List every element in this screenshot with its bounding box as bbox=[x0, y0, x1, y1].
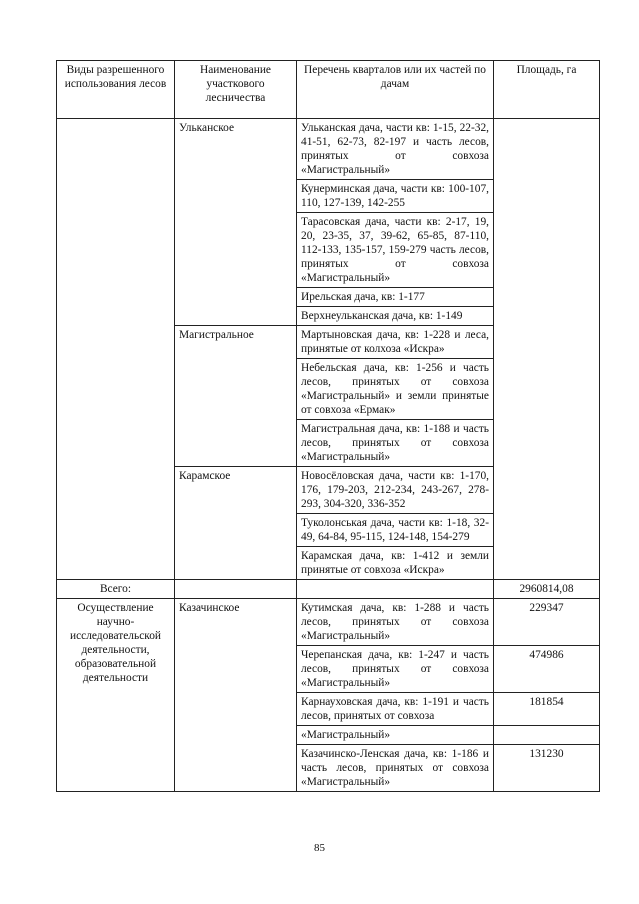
forest-use-table bbox=[56, 60, 600, 792]
quarters-cell: Верхнеульканская дача, кв: 1-149 bbox=[297, 307, 494, 326]
quarters-cell: Небельская дача, кв: 1-256 и часть лесов, принятых от совхоза «Магистральный» и земли принятые от совхоза «Ермак» bbox=[297, 359, 494, 420]
forestry-name-cell: Казачинское bbox=[175, 599, 297, 792]
header-forestry-name: Наименование участкового лесничества bbox=[175, 61, 297, 119]
page-number: 85 bbox=[314, 842, 325, 854]
forestry-name-cell: Карамское bbox=[175, 467, 297, 580]
table-header-row bbox=[57, 61, 600, 119]
quarters-cell: Мартыновская дача, кв: 1-228 и леса, принятые от колхоза «Искра» bbox=[297, 326, 494, 359]
quarters-cell: Тарасовская дача, части кв: 2-17, 19, 20, 23-35, 37, 39-62, 65-85, 87-110, 112-133, 135-157, 159-279 часть лесов, принятых от совхоза «Магистральный» bbox=[297, 213, 494, 288]
area-cell bbox=[494, 726, 600, 745]
use-type-cell-empty bbox=[57, 119, 175, 580]
forestry-name-cell: Магистральное bbox=[175, 326, 297, 467]
forestry-name-cell: Ульканское bbox=[175, 119, 297, 326]
table-row bbox=[57, 599, 600, 646]
quarters-cell: Туколонськая дача, части кв: 1-18, 32-49, 64-84, 95-115, 124-148, 154-279 bbox=[297, 514, 494, 547]
total-empty-cell bbox=[175, 580, 297, 599]
quarters-cell: Черепанская дача, кв: 1-247 и часть лесов, принятых от совхоза «Магистральный» bbox=[297, 646, 494, 693]
area-cell: 181854 bbox=[494, 693, 600, 726]
header-use-types: Виды разрешенного использования лесов bbox=[57, 61, 175, 119]
quarters-cell: Ульканская дача, части кв: 1-15, 22-32, 41-51, 62-73, 82-197 и часть лесов, принятых от совхоза «Магистральный» bbox=[297, 119, 494, 180]
area-cell-empty bbox=[494, 119, 600, 580]
header-area: Площадь, га bbox=[494, 61, 600, 119]
quarters-cell: Кутимская дача, кв: 1-288 и часть лесов, принятых от совхоза «Магистральный» bbox=[297, 599, 494, 646]
area-cell: 229347 bbox=[494, 599, 600, 646]
quarters-cell: Карамская дача, кв: 1-412 и земли принятые от совхоза «Искра» bbox=[297, 547, 494, 580]
quarters-cell: Казачинско-Ленская дача, кв: 1-186 и часть лесов, принятых от совхоза «Магистральный» bbox=[297, 745, 494, 792]
quarters-cell: «Магистральный» bbox=[297, 726, 494, 745]
total-label: Всего: bbox=[57, 580, 175, 599]
table-row bbox=[57, 119, 600, 180]
quarters-cell: Магистральная дача, кв: 1-188 и часть лесов, принятых от совхоза «Магистральный» bbox=[297, 420, 494, 467]
quarters-cell: Кунерминская дача, части кв: 100-107, 110, 127-139, 142-255 bbox=[297, 180, 494, 213]
area-cell: 131230 bbox=[494, 745, 600, 792]
quarters-cell: Новосёловская дача, части кв: 1-170, 176, 179-203, 212-234, 243-267, 278-293, 304-320, 336-352 bbox=[297, 467, 494, 514]
total-value: 2960814,08 bbox=[494, 580, 600, 599]
quarters-cell: Ирельская дача, кв: 1-177 bbox=[297, 288, 494, 307]
total-row bbox=[57, 580, 600, 599]
quarters-cell: Карнауховская дача, кв: 1-191 и часть лесов, принятых от совхоза bbox=[297, 693, 494, 726]
header-quarters-list: Перечень кварталов или их частей по дачам bbox=[297, 61, 494, 119]
area-cell: 474986 bbox=[494, 646, 600, 693]
use-type-cell: Осуществление научно-исследовательской деятельности, образовательной деятельности bbox=[57, 599, 175, 792]
total-empty-cell bbox=[297, 580, 494, 599]
